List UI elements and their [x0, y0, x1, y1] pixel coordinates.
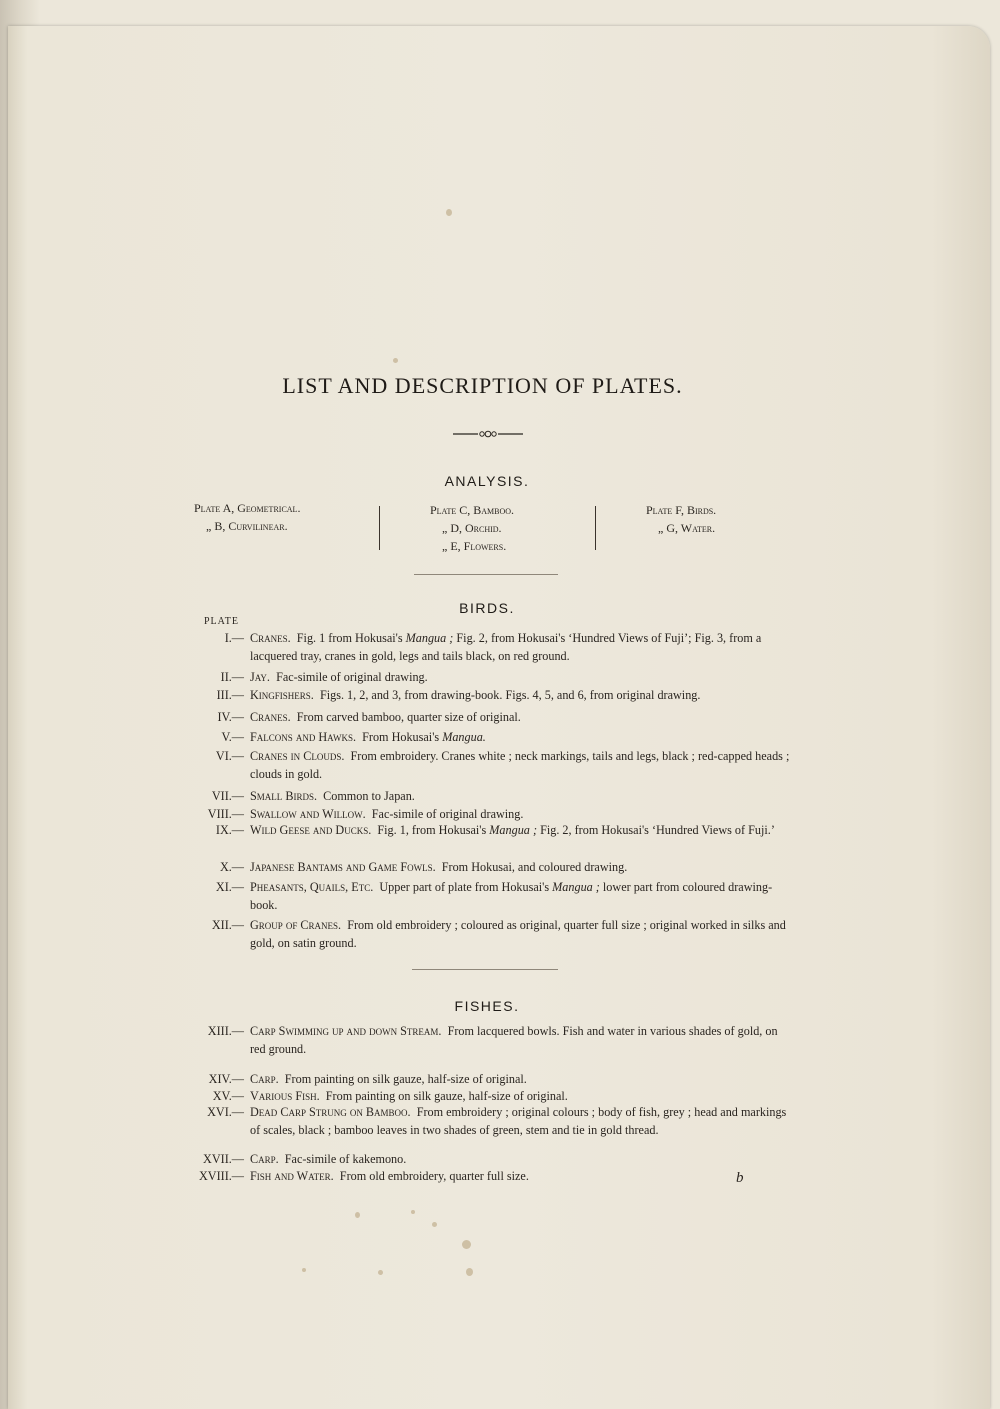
analysis-item: „ D, Orchid.: [442, 521, 502, 535]
plate-text: Upper part of plate from Hokusai's: [379, 880, 550, 894]
plate-number: VIII.—: [207, 807, 244, 821]
plate-description: [250, 1150, 795, 1168]
analysis-item: Plate F, Birds.: [646, 503, 717, 517]
plate-subject: Small Birds.: [250, 789, 318, 803]
foxing-spot: [411, 1210, 415, 1214]
plate-text: Fac-simile of original drawing.: [371, 807, 524, 821]
section-rule: [414, 574, 558, 575]
plate-text: From carved bamboo, quarter size of original.: [296, 710, 521, 724]
plate-subject: Dead Carp Strung on Bamboo.: [250, 1105, 411, 1119]
plate-description: [250, 858, 795, 876]
signature-mark: b: [736, 1170, 744, 1186]
plate-subject: Falcons and Hawks.: [250, 730, 357, 744]
plate-text: Fig. 1 from Hokusai's: [296, 631, 403, 645]
plate-number: XVII.—: [203, 1152, 244, 1166]
analysis-item: Plate C, Bamboo.: [430, 503, 515, 517]
plate-italic-title: Mangua.: [442, 730, 486, 744]
plate-italic-title: Mangua ;: [489, 823, 538, 837]
plate-subject: Jay.: [250, 670, 270, 684]
plate-subject: Swallow and Willow.: [250, 807, 366, 821]
plate-number: XIII.—: [207, 1024, 244, 1038]
plate-text: From painting on silk gauze, half-size of original.: [284, 1072, 527, 1086]
plate-text: From old embroidery ; coloured as original, quarter full size ; original worked in silks and gold, on satin ground.: [250, 918, 786, 950]
plate-subject: Fish and Water.: [250, 1169, 334, 1183]
page-title: LIST AND DESCRIPTION OF PLATES.: [282, 373, 683, 398]
plate-description: [250, 728, 795, 746]
plate-description: [250, 1070, 795, 1088]
analysis-heading: ANALYSIS.: [444, 473, 530, 489]
plate-number: V.—: [221, 730, 244, 744]
plate-number: XV.—: [212, 1089, 244, 1103]
plate-text: From embroidery ; original colours ; body of fish, grey ; head and markings of scales, black ; bamboo leaves in two shades of green, stem and tie in gold thread.: [250, 1105, 787, 1137]
plate-description: [250, 916, 795, 952]
plate-number: II.—: [220, 670, 244, 684]
plate-description: [250, 1103, 795, 1139]
plate-text: Fig. 1, from Hokusai's: [377, 823, 487, 837]
plate-description: [250, 708, 795, 726]
column-divider: [595, 506, 596, 550]
plate-number: XII.—: [211, 918, 244, 932]
plate-description: [250, 686, 795, 704]
plate-text: From Hokusai's: [362, 730, 440, 744]
plate-subject: Carp Swimming up and down Stream.: [250, 1024, 442, 1038]
plate-number: VI.—: [215, 749, 244, 763]
foxing-spot: [466, 1268, 473, 1276]
plate-text: Figs. 1, 2, and 3, from drawing-book. Figs. 4, 5, and 6, from original drawing.: [319, 688, 701, 702]
plate-number: I.—: [224, 631, 244, 645]
plate-description: [250, 629, 795, 665]
analysis-column-1: [194, 499, 300, 535]
column-divider: [379, 506, 380, 550]
foxing-spot: [393, 358, 398, 363]
plate-number: III.—: [216, 688, 244, 702]
plate-text: From embroidery. Cranes white ; neck markings, tails and legs, black ; red-capped heads ; clouds in gold.: [250, 749, 790, 781]
foxing-spot: [462, 1240, 471, 1249]
analysis-item: „ E, Flowers.: [442, 539, 507, 553]
plate-subject: Pheasants, Quails, Etc.: [250, 880, 374, 894]
plate-subject: Cranes in Clouds.: [250, 749, 345, 763]
birds-heading: BIRDS.: [459, 600, 515, 616]
analysis-item: „ G, Water.: [658, 521, 716, 535]
plate-subject: Various Fish.: [250, 1089, 320, 1103]
plate-text: From painting on silk gauze, half-size of original.: [325, 1089, 568, 1103]
plate-number: XI.—: [215, 880, 244, 894]
plate-text: From old embroidery, quarter full size.: [339, 1169, 529, 1183]
foxing-spot: [446, 209, 452, 216]
plate-italic-title: Mangua ;: [405, 631, 454, 645]
foxing-spot: [302, 1268, 306, 1272]
plate-text: From Hokusai, and coloured drawing.: [441, 860, 628, 874]
plate-text-continued: Fig. 2, from Hokusai's ‘Hundred Views of Fuji.’: [540, 823, 775, 837]
fishes-heading: FISHES.: [454, 998, 520, 1014]
plate-text: From lacquered bowls. Fish and water in various shades of gold, on red ground.: [250, 1024, 778, 1056]
plate-description: [250, 787, 795, 805]
plate-subject: Japanese Bantams and Game Fowls.: [250, 860, 436, 874]
plate-description: [250, 668, 795, 686]
plate-number: IX.—: [215, 823, 244, 837]
plate-subject: Kingfishers.: [250, 688, 314, 702]
plate-text: Fac-simile of kakemono.: [284, 1152, 407, 1166]
analysis-item: Plate A, Geometrical.: [194, 501, 301, 515]
analysis-item: „ B, Curvilinear.: [206, 519, 288, 533]
foxing-spot: [432, 1222, 437, 1227]
analysis-column-2: [430, 501, 514, 555]
plate-number: IV.—: [217, 710, 244, 724]
plate-subject: Cranes.: [250, 631, 291, 645]
plate-text: Fac-simile of original drawing.: [276, 670, 428, 684]
plate-description: [250, 878, 795, 914]
analysis-column-3: [646, 501, 716, 537]
plate-description: [250, 747, 795, 783]
plate-subject: Wild Geese and Ducks.: [250, 823, 372, 837]
plate-text: Common to Japan.: [323, 789, 415, 803]
plate-number: X.—: [219, 860, 244, 874]
plate-number: VII.—: [211, 789, 244, 803]
plate-column-label: PLATE: [204, 616, 239, 627]
ornament-divider-icon: [453, 427, 523, 441]
plate-subject: Group of Cranes.: [250, 918, 342, 932]
section-rule: [412, 969, 558, 970]
plate-number: XVI.—: [207, 1105, 244, 1119]
foxing-spot: [378, 1270, 383, 1275]
plate-number: XIV.—: [208, 1072, 244, 1086]
plate-description: [250, 1022, 795, 1058]
plate-italic-title: Mangua ;: [552, 880, 600, 894]
plate-text-continued: Fig. 2, from Hokusai's ‘Hundred Views of Fuji’; Fig. 3, from a lacquered tray, cranes in gold, legs and tails black, on red ground.: [250, 631, 762, 663]
plate-text-continued: lower part from coloured drawing-book.: [250, 880, 773, 912]
plate-description: [250, 821, 795, 839]
plate-subject: Carp.: [250, 1072, 279, 1086]
plate-subject: Carp.: [250, 1152, 279, 1166]
foxing-spot: [355, 1212, 360, 1218]
plate-description: [250, 1167, 795, 1185]
plate-number: XVIII.—: [198, 1169, 244, 1183]
plate-subject: Cranes.: [250, 710, 291, 724]
